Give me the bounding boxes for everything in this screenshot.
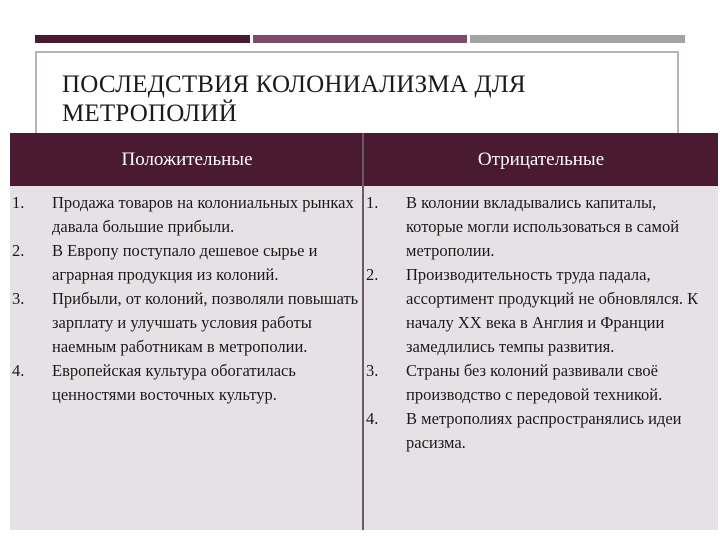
table-header bbox=[10, 133, 718, 186]
slide-title-line-2: МЕТРОПОЛИЙ bbox=[62, 100, 237, 127]
negative-item-2 bbox=[366, 263, 716, 359]
negative-item-3-number: 3. bbox=[366, 361, 379, 380]
positive-item-2-text: В Европу поступало дешевое сырье и аграрная продукция из колоний. bbox=[52, 241, 318, 284]
negative-list bbox=[366, 191, 716, 455]
positive-item-3 bbox=[12, 287, 360, 359]
negative-item-4 bbox=[366, 407, 716, 455]
header-positive: Положительные bbox=[121, 149, 253, 170]
negative-item-1-number: 1. bbox=[366, 193, 379, 212]
column-divider bbox=[362, 133, 364, 530]
positive-item-2 bbox=[12, 239, 360, 287]
accent-bar-mauve bbox=[253, 35, 467, 43]
positive-item-3-number: 3. bbox=[12, 289, 25, 308]
negative-item-3-text: Страны без колоний развивали своё производство с передовой техникой. bbox=[406, 361, 663, 404]
negative-item-4-number: 4. bbox=[366, 409, 379, 428]
positive-item-2-number: 2. bbox=[12, 241, 25, 260]
accent-bar-gray bbox=[470, 35, 685, 43]
positive-item-1-text: Продажа товаров на колониальных рынках давала большие прибыли. bbox=[52, 193, 354, 236]
positive-item-4-number: 4. bbox=[12, 361, 25, 380]
header-negative: Отрицательные bbox=[477, 149, 605, 170]
negative-item-3 bbox=[366, 359, 716, 407]
negative-item-2-text: Производительность труда падала, ассортимент продукций не обновлялся. К началу XX века в Англия и Франции замедлились темпы развития. bbox=[406, 265, 699, 356]
slide-title-line-1: ПОСЛЕДСТВИЯ КОЛОНИАЛИЗМА ДЛЯ bbox=[62, 71, 526, 98]
positive-list bbox=[12, 191, 360, 407]
positive-item-3-text: Прибыли, от колоний, позволяли повышать зарплату и улучшать условия работы наемным работникам в метрополии. bbox=[52, 289, 359, 356]
negative-item-1-text: В колонии вкладывались капиталы, которые могли использоваться в самой метрополии. bbox=[406, 193, 680, 260]
positive-item-4-text: Европейская культура обогатилась ценностями восточных культур. bbox=[52, 361, 296, 404]
negative-item-2-number: 2. bbox=[366, 265, 379, 284]
positive-item-1 bbox=[12, 191, 360, 239]
negative-item-4-text: В метрополиях распространялись идеи расизма. bbox=[406, 409, 682, 452]
positive-item-4 bbox=[12, 359, 360, 407]
positive-item-1-number: 1. bbox=[12, 193, 25, 212]
slide-title bbox=[62, 70, 526, 128]
accent-bar-dark bbox=[35, 35, 250, 43]
negative-item-1 bbox=[366, 191, 716, 263]
